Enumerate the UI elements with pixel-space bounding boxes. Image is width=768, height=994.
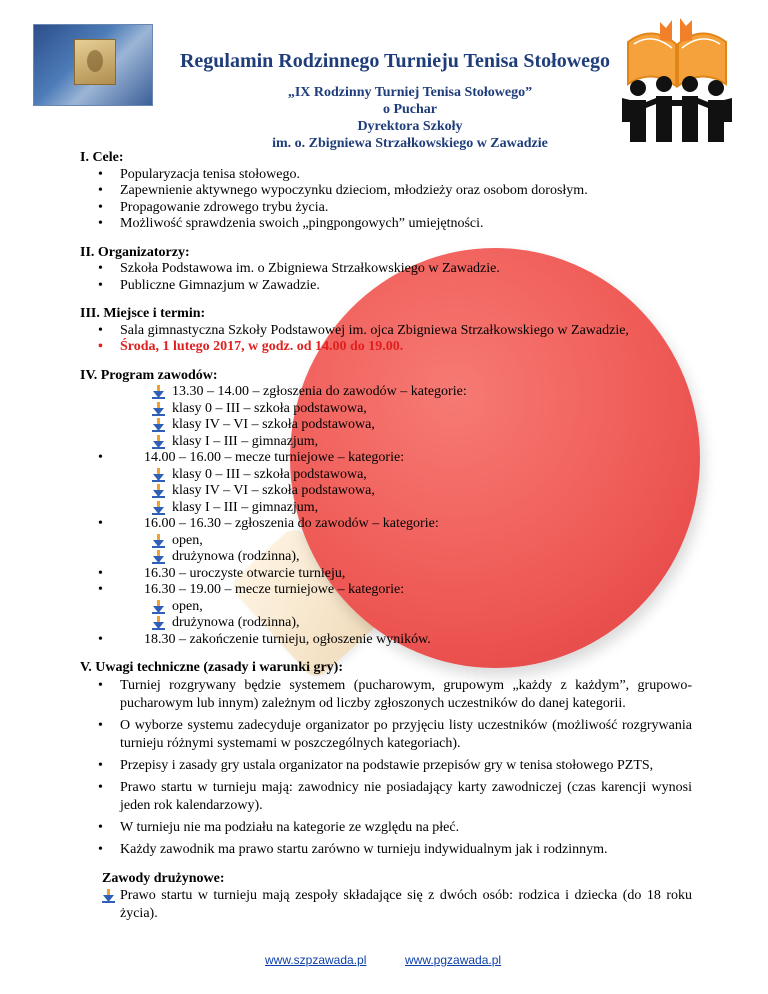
list-item: • W turnieju nie ma podziału na kategorie ze względu na płeć. — [80, 819, 692, 837]
program-bullet-item: • 16.30 – 19.00 – mecze turniejowe – kategorie: — [80, 582, 692, 599]
list-item: • Szkoła Podstawowa im. o Zbigniewa Strzałkowskiego w Zawadzie. — [80, 261, 692, 278]
program-arrow-item: drużynowa (rodzinna), — [80, 615, 692, 632]
section-heading: I. Cele: — [80, 150, 124, 165]
program-arrow-item: open, — [80, 533, 692, 550]
program-arrow-item: drużynowa (rodzinna), — [80, 549, 692, 566]
program-bullet-item: • 16.30 – uroczyste otwarcie turnieju, — [80, 566, 692, 583]
school-patron-logo — [33, 24, 153, 106]
arrow-down-icon — [152, 418, 166, 432]
arrow-down-icon — [102, 889, 116, 903]
section-organizatorzy — [80, 245, 692, 295]
section-heading: V. Uwagi techniczne (zasady i warunki gry): — [80, 660, 344, 675]
section-uwagi — [80, 660, 692, 859]
program-arrow-item: klasy IV – VI – szkoła podstawowa, — [80, 417, 692, 434]
program-arrow-item: klasy 0 – III – szkoła podstawowa, — [80, 401, 692, 418]
list-item: • Prawo startu w turnieju mają: zawodnicy nie posiadający karty zawodniczej (czas karencji wynosi jeden rok kalendarzowy). — [80, 779, 692, 815]
list-item: • Możliwość sprawdzenia swoich „pingpongowych” umiejętności. — [80, 216, 692, 233]
subtitle-line: im. o. Zbigniewa Strzałkowskiego w Zawadzie — [272, 136, 548, 151]
section-heading: IV. Program zawodów: — [80, 367, 218, 383]
program-arrow-item: open, — [80, 599, 692, 616]
program-bullet-item: • 18.30 – zakończenie turnieju, ogłoszenie wyników. — [80, 632, 692, 649]
subtitle-line: o Puchar — [382, 102, 438, 117]
section-heading: III. Miejsce i termin: — [80, 306, 206, 321]
arrow-down-icon — [152, 600, 166, 614]
section-heading: Zawody drużynowe: — [102, 870, 225, 886]
program-bullet-item: • 16.00 – 16.30 – zgłoszenia do zawodów – kategorie: — [80, 516, 692, 533]
arrow-down-icon — [152, 385, 166, 399]
list-item: • Turniej rozgrywany będzie systemem (pucharowym, grupowym „każdy z każdym”, grupowo-pucharowym lub innym) zależnym od liczby zgłoszonych uczestników do danej kategorii. — [80, 677, 692, 713]
patron-portrait-icon — [74, 39, 116, 85]
subtitle-line: Dyrektora Szkoły — [357, 119, 463, 134]
arrow-down-icon — [152, 435, 166, 449]
arrow-down-icon — [152, 550, 166, 564]
arrow-down-icon — [152, 402, 166, 416]
arrow-down-icon — [152, 484, 166, 498]
list-item: • Przepisy i zasady gry ustala organizator na podstawie przepisów gry w tenisa stołowego PZTS, — [80, 757, 692, 775]
arrow-down-icon — [152, 468, 166, 482]
subtitle-line: „IX Rodzinny Turniej Tenisa Stołowego” — [287, 85, 533, 100]
program-arrow-item: klasy I – III – gimnazjum, — [80, 434, 692, 451]
program-arrow-item: 13.30 – 14.00 – zgłoszenia do zawodów – kategorie: — [80, 384, 692, 401]
gymnasium-website-link[interactable]: www.pgzawada.pl — [405, 953, 502, 967]
section-program — [80, 368, 692, 649]
section-miejsce — [80, 306, 692, 356]
school-website-link[interactable]: www.szpzawada.pl — [265, 953, 367, 967]
list-item: • Sala gimnastyczna Szkoły Podstawowej im. ojca Zbigniewa Strzałkowskiego w Zawadzie, — [80, 323, 692, 340]
reading-children-logo-icon — [620, 14, 734, 144]
list-item: • Każdy zawodnik ma prawo startu zarówno w turnieju indywidualnym jak i rodzinnym. — [80, 841, 692, 859]
program-arrow-item: klasy IV – VI – szkoła podstawowa, — [80, 483, 692, 500]
arrow-down-icon — [152, 616, 166, 630]
arrow-down-icon — [152, 534, 166, 548]
document-title: Regulamin Rodzinnego Turnieju Tenisa Stołowego — [179, 50, 611, 72]
list-item: • Propagowanie zdrowego trybu życia. — [80, 200, 692, 217]
program-arrow-item: klasy 0 – III – szkoła podstawowa, — [80, 467, 692, 484]
program-bullet-item: • 14.00 – 16.00 – mecze turniejowe – kategorie: — [80, 450, 692, 467]
program-arrow-item: klasy I – III – gimnazjum, — [80, 500, 692, 517]
list-item: • Publiczne Gimnazjum w Zawadzie. — [80, 278, 692, 295]
event-date-item: • Środa, 1 lutego 2017, w godz. od 14.00 do 19.00. — [80, 339, 692, 356]
list-item: • O wyborze systemu zadecyduje organizator po przyjęciu listy uczestników (możliwość rozgrywania turnieju różnymi systemami w poszczególnych kategoriach). — [80, 717, 692, 753]
team-rule-item: Prawo startu w turnieju mają zespoły składające się z dwóch osób: rodzica i dziecka (do 18 roku życia). — [102, 887, 692, 923]
section-heading: II. Organizatorzy: — [80, 244, 190, 260]
section-druzynowe — [102, 871, 692, 924]
list-item: • Zapewnienie aktywnego wypoczynku dzieciom, młodzieży oraz osobom dorosłym. — [80, 183, 692, 200]
arrow-down-icon — [152, 501, 166, 515]
document-subtitle — [200, 84, 620, 152]
regulations-content — [80, 150, 692, 923]
list-item: • Popularyzacja tenisa stołowego. — [80, 167, 692, 184]
section-cele — [80, 150, 692, 233]
